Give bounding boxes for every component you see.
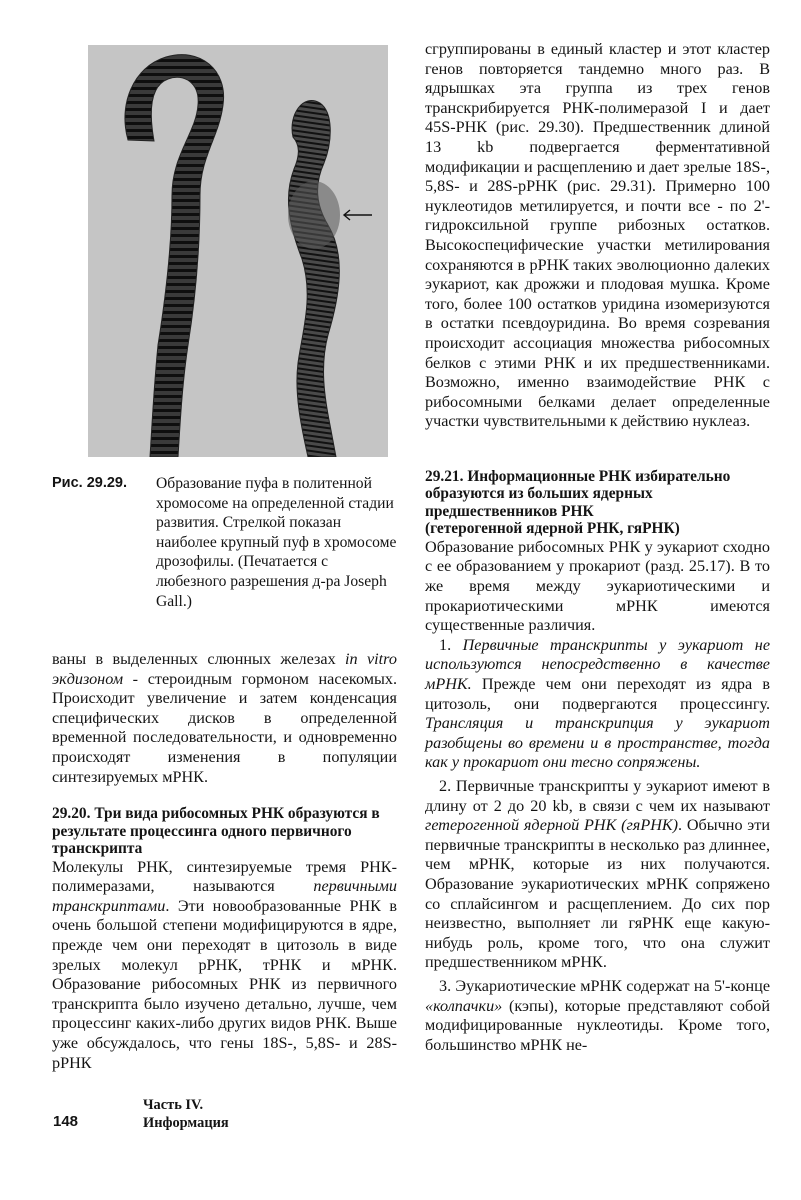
left-column — [52, 650, 397, 1073]
list-item-3: 3. Эукариотические мРНК содержат на 5'-конце «колпачки» (кэпы), которые представляют собой модифицированные нуклеотиды. Кроме того, большинство мРНК не- — [425, 976, 770, 1054]
figure-label: Рис. 29.29. — [52, 475, 128, 491]
micrograph-image — [88, 45, 388, 457]
chromosome-puff — [288, 181, 340, 249]
chromosome-micrograph — [88, 45, 388, 457]
section-heading-29-21-sub: (гетерогенной ядерной РНК, гяРНК) — [425, 520, 680, 538]
part-number: Часть IV. — [143, 1097, 204, 1113]
left-paragraph-2: Молекулы РНК, синтезируемые тремя РНК-полимеразами, называются первичными транскриптами. Эти новообразованные РНК в очень большой степени модифицируются в ядре, прежде чем они переходят в цитозоль в виде зрелых молекул рРНК, тРНК и мРНК. Образование рибосомных РНК из первичного транскрипта было изучено детально, лучше, чем процессинг каких-либо других видов РНК. Выше уже обсуждалось, что гены 18S-, 5,8S- и 28S-рРНК — [52, 857, 397, 1072]
right-column — [425, 40, 770, 1055]
right-paragraph-1: сгруппированы в единый кластер и этот кластер генов повторяется тандемно много раз. В ядрышках эта группа из трех генов транскрибируется РНК-полимеразой I и дает 45S-РНК (рис. 29.30). Предшественник длиной 13 kb подвергается ферментативной модификации и расщеплению и дает зрелые 18S-, 5,8S- и 28S-рРНК (рис. 29.31). Примерно 100 нуклеотидов метилируется, и почти все - по 2'-гидроксильной группе рибозных остатков. Высокоспецифические участки метилирования сохраняются в рРНК таких эволюционно далеких эукариот, как дрожжи и плодовая мушка. Кроме того, более 100 остатков уридина изомеризуются в остатки псевдоуридина. Во время созревания происходит ассоциация множества рибосомных белков с этими РНК и их предшественниками. Возможно, именно взаимодействие РНК с рибосомными белками делает определенные участки чувствительными к действию нуклеаз. — [425, 40, 770, 431]
emphasis-in-vitro: in vitro экдизоном — [52, 650, 397, 688]
part-title: Информация — [143, 1115, 229, 1131]
right-paragraph-2: Образование рибосомных РНК у эукариот сходно с ее образованием у прокариот (разд. 25.17). В то же время между эукариотическими и прокариотическими мРНК имеются существенные различия. — [425, 537, 770, 635]
section-heading-29-21: 29.21. Информационные РНК избирательно образуются из больших ядерных предшественников РНК — [425, 467, 731, 520]
figure-caption — [52, 474, 402, 611]
running-footer — [143, 1096, 229, 1132]
page-number: 148 — [53, 1113, 79, 1130]
section-heading-29-20: 29.20. Три вида рибосомных РНК образуются в результате процессинга одного первичного транскрипта — [52, 805, 380, 858]
left-paragraph-1: ваны в выделенных слюнных железах in vitro экдизоном - стероидным гормоном насекомых. Происходит увеличение и затем конденсация специфических дисков в определенной временной последовательности, и одновременно происходят изменения в популяции синтезируемых мРНК. — [52, 650, 397, 786]
figure-caption-text: Образование пуфа в политенной хромосоме на определенной стадии развития. Стрелкой показан наиболее крупный пуф в хромосоме дрозофилы. (Печатается с любезного разрешения д-ра Joseph Gall.) — [156, 475, 397, 610]
emphasis-primary-transcripts: первичными транскриптами — [52, 877, 397, 915]
list-item-2: 2. Первичные транскрипты у эукариот имеют в длину от 2 до 20 kb, в связи с чем их называют гетерогенной ядерной РНК (гяРНК). Обычно эти первичные транскрипты в несколько раз длиннее, чем мРНК, которые из них получаются. Образование эукариотических мРНК сопряжено со сплайсингом и расщеплением. До сих пор неизвестно, выполняет ли гяРНК еще какую-нибудь роль, кроме того, что она служит предшественником мРНК. — [425, 777, 770, 972]
list-item-1: 1. Первичные транскрипты у эукариот не используются непосредственно в качестве мРНК. Прежде чем они переходят из ядра в цитозоль, они подвергаются процессингу. Трансляция и транскрипция у эукариот разобщены во времени и в пространстве, тогда как у прокариот они тесно сопряжены. — [425, 635, 771, 772]
